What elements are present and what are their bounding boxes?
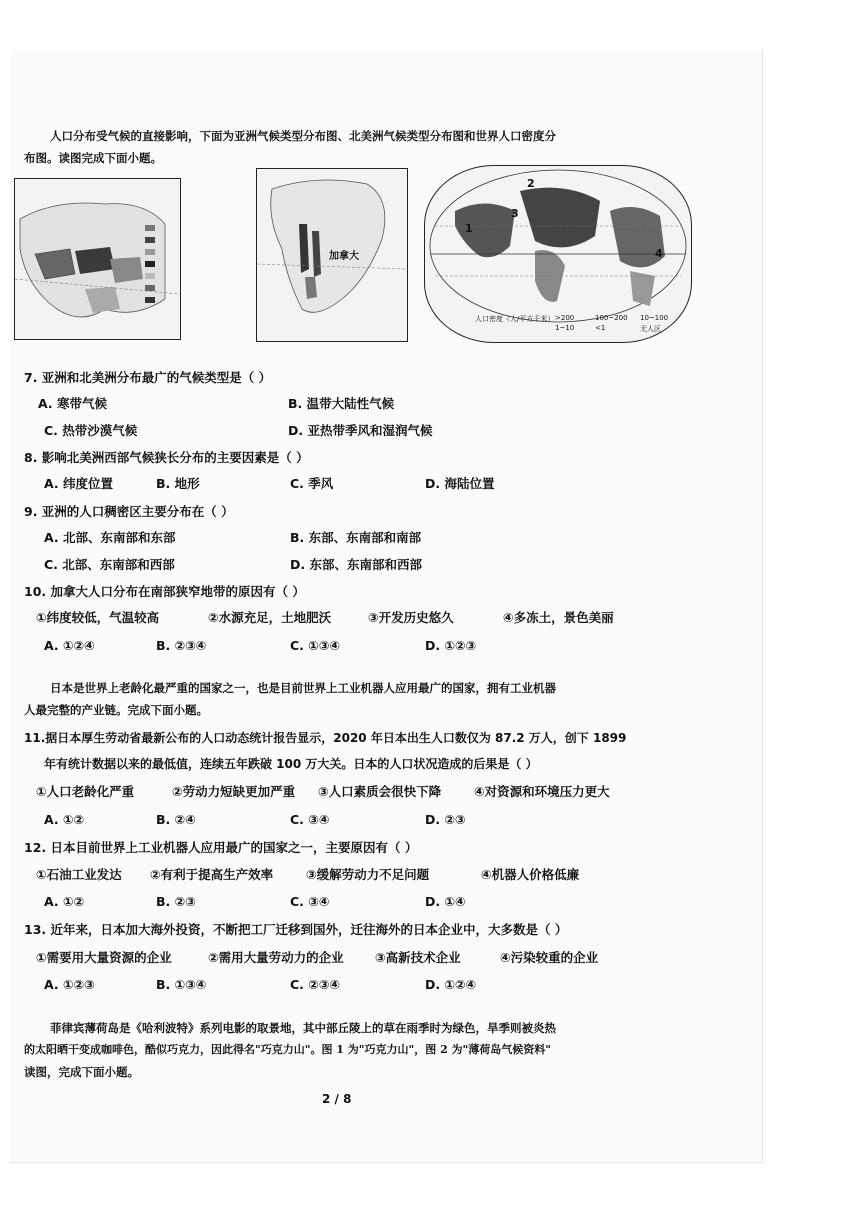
q8-option-a: A. 纬度位置 xyxy=(44,476,114,491)
q7-option-c: C. 热带沙漠气候 xyxy=(44,423,138,438)
asia-map-legend xyxy=(145,219,175,329)
q10-option-c: C. ①③④ xyxy=(290,638,341,653)
world-map-label-4: 4 xyxy=(655,247,663,260)
q10-option-b: B. ②③④ xyxy=(156,638,207,653)
north-america-climate-map xyxy=(256,168,408,342)
world-legend-item-2: 100~200 xyxy=(595,314,628,322)
q13-option-b: B. ①③④ xyxy=(156,977,207,992)
world-map-label-1: 1 xyxy=(465,222,473,235)
q13-option-a: A. ①②③ xyxy=(44,977,95,992)
world-legend-item-4: 1~10 xyxy=(555,324,575,332)
q7-stem: 7. 亚洲和北美洲分布最广的气候类型是（ ） xyxy=(24,370,272,385)
q11-statement-1: ①人口老龄化严重 xyxy=(36,784,135,799)
q13-option-c: C. ②③④ xyxy=(290,977,341,992)
world-legend-item-3: 10~100 xyxy=(640,314,669,322)
q11-stem-line1: 11.据日本厚生劳动省最新公布的人口动态统计报告显示，2020 年日本出生人口数仅为 87.2 万人，创下 1899 xyxy=(24,731,627,745)
q10-statement-2: ②水源充足，土地肥沃 xyxy=(208,610,332,625)
q8-stem: 8. 影响北美洲西部气候狭长分布的主要因素是（ ） xyxy=(24,450,309,465)
q11-option-a: A. ①② xyxy=(44,812,85,827)
q7-option-d: D. 亚热带季风和湿润气候 xyxy=(288,423,433,438)
intro3-line1: 菲律宾薄荷岛是《哈利波特》系列电影的取景地，其中部丘陵上的草在雨季时为绿色，旱季则被炎热 xyxy=(50,1021,556,1035)
intro3-line2: 的太阳晒干变成咖啡色，酷似巧克力，因此得名"巧克力山"。图 1 为"巧克力山"，图 2 为"薄荷岛气候资料" xyxy=(24,1043,552,1056)
q11-stem-line2: 年有统计数据以来的最低值，连续五年跌破 100 万大关。日本的人口状况造成的后果是（ ） xyxy=(44,757,538,771)
q13-statement-1: ①需要用大量资源的企业 xyxy=(36,950,172,965)
q11-statement-2: ②劳动力短缺更加严重 xyxy=(172,784,296,799)
page-number: 2 / 8 xyxy=(322,1092,352,1106)
q9-option-d: D. 东部、东南部和西部 xyxy=(290,557,422,572)
q11-statement-3: ③人口素质会很快下降 xyxy=(318,784,442,799)
q13-option-d: D. ①②④ xyxy=(425,977,477,992)
world-map-label-2: 2 xyxy=(527,177,535,190)
q10-option-a: A. ①②④ xyxy=(44,638,95,653)
q9-option-c: C. 北部、东南部和西部 xyxy=(44,557,175,572)
q12-option-a: A. ①② xyxy=(44,894,85,909)
q12-stem: 12. 日本目前世界上工业机器人应用最广的国家之一，主要原因有（ ） xyxy=(24,840,418,855)
q7-option-a: A. 寒带气候 xyxy=(38,396,108,411)
q12-statement-3: ③缓解劳动力不足问题 xyxy=(306,867,430,882)
world-legend-item-6: 无人区 xyxy=(640,325,661,333)
world-legend-item-1: >200 xyxy=(555,314,575,322)
q11-option-b: B. ②④ xyxy=(156,812,196,827)
intro2-line1: 日本是世界上老龄化最严重的国家之一，也是目前世界上工业机器人应用最广的国家，拥有工业机器 xyxy=(50,681,556,695)
intro1-line2: 布图。读图完成下面小题。 xyxy=(24,151,162,165)
intro1-line1: 人口分布受气候的直接影响，下面为亚洲气候类型分布图、北美洲气候类型分布图和世界人口密度分 xyxy=(50,129,556,143)
intro3-line3: 读图，完成下面小题。 xyxy=(24,1065,139,1079)
q7-option-b: B. 温带大陆性气候 xyxy=(288,396,395,411)
q8-option-b: B. 地形 xyxy=(156,476,200,491)
intro2-line2: 人最完整的产业链。完成下面小题。 xyxy=(24,703,208,717)
q9-option-b: B. 东部、东南部和南部 xyxy=(290,530,422,545)
q10-statement-4: ④多冻土，景色美丽 xyxy=(503,610,614,625)
asia-climate-map xyxy=(14,178,181,340)
q13-statement-4: ④污染较重的企业 xyxy=(500,950,599,965)
q9-stem: 9. 亚洲的人口稠密区主要分布在（ ） xyxy=(24,504,234,519)
q13-stem: 13. 近年来，日本加大海外投资，不断把工厂迁移到国外，迁往海外的日本企业中，大多数是（ ） xyxy=(24,922,568,937)
q10-statement-1: ①纬度较低，气温较高 xyxy=(36,610,160,625)
q10-statement-3: ③开发历史悠久 xyxy=(368,610,454,625)
q10-option-d: D. ①②③ xyxy=(425,638,477,653)
world-legend-title: 人口密度（人/平方千米） xyxy=(475,315,555,323)
q12-option-b: B. ②③ xyxy=(156,894,196,909)
q12-statement-4: ④机器人价格低廉 xyxy=(481,867,580,882)
q11-statement-4: ④对资源和环境压力更大 xyxy=(474,784,610,799)
q11-option-c: C. ③④ xyxy=(290,812,330,827)
q12-option-c: C. ③④ xyxy=(290,894,330,909)
q9-option-a: A. 北部、东南部和东部 xyxy=(44,530,176,545)
na-map-label-canada: 加拿大 xyxy=(329,251,359,262)
q12-option-d: D. ①④ xyxy=(425,894,466,909)
world-map-label-3: 3 xyxy=(511,207,519,220)
q10-stem: 10. 加拿大人口分布在南部狭窄地带的原因有（ ） xyxy=(24,584,305,599)
world-population-map xyxy=(424,165,692,343)
q8-option-c: C. 季风 xyxy=(290,476,334,491)
q13-statement-3: ③高新技术企业 xyxy=(375,950,461,965)
world-map-legend xyxy=(475,314,675,336)
q13-statement-2: ②需用大量劳动力的企业 xyxy=(208,950,344,965)
q12-statement-2: ②有利于提高生产效率 xyxy=(150,867,274,882)
q11-option-d: D. ②③ xyxy=(425,812,466,827)
q12-statement-1: ①石油工业发达 xyxy=(36,867,122,882)
world-legend-item-5: <1 xyxy=(595,324,606,332)
q8-option-d: D. 海陆位置 xyxy=(425,476,495,491)
